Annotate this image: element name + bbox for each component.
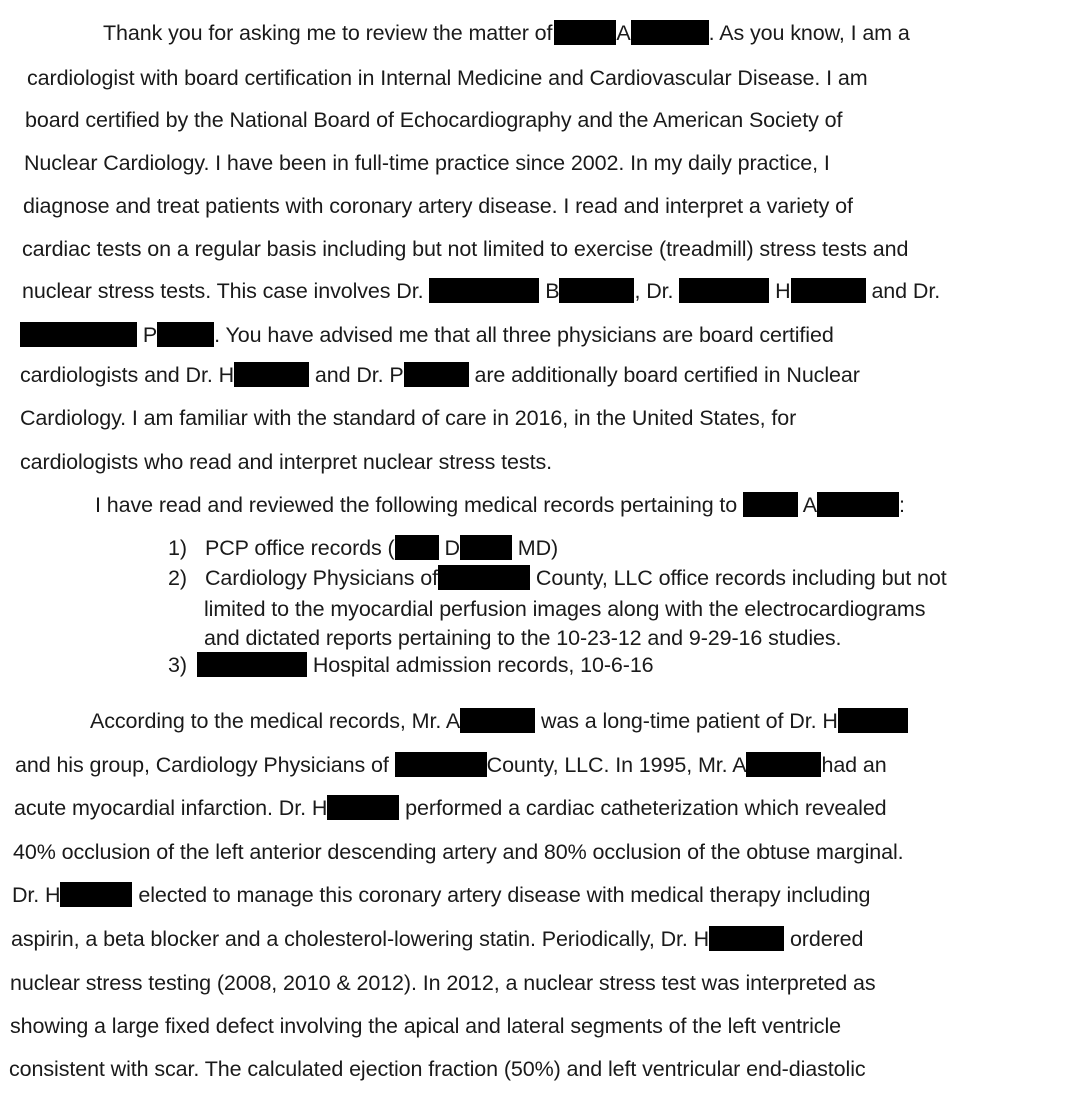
text: cardiologists and Dr. H — [20, 363, 234, 387]
redaction — [679, 278, 769, 303]
text: and Dr. P — [314, 363, 404, 387]
text: County, LLC. In 1995, Mr. A — [486, 753, 747, 777]
text: A — [616, 21, 631, 45]
text: I have read and reviewed the following medical records pertaining to — [95, 493, 738, 517]
text: PCP office records ( — [205, 536, 395, 560]
redaction — [327, 795, 399, 820]
text: performed a cardiac catheterization which revealed — [405, 796, 887, 820]
redaction — [395, 752, 487, 777]
text: and Dr. — [871, 279, 941, 303]
redaction — [460, 535, 512, 560]
p1-line-9 — [20, 362, 860, 388]
list-item-2-cont-1: limited to the myocardial perfusion images along with the electrocardiograms — [204, 597, 926, 621]
redaction — [157, 322, 214, 347]
redaction — [429, 278, 539, 303]
p3-line-1 — [90, 708, 908, 734]
redaction — [395, 535, 439, 560]
p3-line-8: showing a large fixed defect involving the apical and lateral segments of the left ventricle — [10, 1014, 841, 1038]
redaction — [60, 882, 132, 907]
text: and his group, Cardiology Physicians of — [15, 753, 389, 777]
text: MD) — [517, 536, 559, 560]
text: are additionally board certified in Nuclear — [474, 363, 860, 387]
p1-line-2: cardiologist with board certification in Internal Medicine and Cardiovascular Disease. I am — [27, 66, 868, 90]
redaction — [559, 278, 634, 303]
list-item-3 — [168, 652, 654, 678]
text: , Dr. — [634, 279, 674, 303]
redaction — [838, 708, 908, 733]
text: According to the medical records, Mr. A — [90, 709, 461, 733]
text: Cardiology Physicians of — [205, 566, 439, 590]
redaction — [404, 362, 469, 387]
redaction — [438, 565, 530, 590]
redaction — [554, 20, 616, 45]
p1-line-3: board certified by the National Board of Echocardiography and the American Society of — [25, 108, 843, 132]
p1-line-10: Cardiology. I am familiar with the standard of care in 2016, in the United States, for — [20, 406, 797, 430]
p1-line-5: diagnose and treat patients with coronary artery disease. I read and interpret a variety of — [23, 194, 853, 218]
redaction — [20, 322, 137, 347]
text: D — [444, 536, 460, 560]
p3-line-7: nuclear stress testing (2008, 2010 & 2012). In 2012, a nuclear stress test was interpreted as — [10, 971, 876, 995]
p1-line-1 — [103, 20, 910, 46]
list-item-1 — [168, 535, 558, 561]
p3-line-2 — [15, 752, 887, 778]
text: . You have advised me that all three physicians are board certified — [214, 323, 834, 347]
redaction — [709, 926, 784, 951]
p1-line-7 — [22, 278, 940, 304]
redaction — [791, 278, 866, 303]
p3-line-9: consistent with scar. The calculated ejection fraction (50%) and left ventricular end-diastolic — [9, 1057, 866, 1081]
list-item-2 — [168, 565, 947, 591]
p2-intro — [95, 492, 905, 518]
text: H — [775, 279, 791, 303]
text: P — [142, 323, 158, 347]
text: acute myocardial infarction. Dr. H — [14, 796, 328, 820]
redaction — [743, 492, 798, 517]
list-number: 3) — [168, 653, 187, 677]
text: had an — [821, 753, 887, 777]
text: aspirin, a beta blocker and a cholesterol-lowering statin. Periodically, Dr. H — [11, 927, 710, 951]
text: nuclear stress tests. This case involves Dr. — [22, 279, 424, 303]
redaction — [746, 752, 821, 777]
list-number: 1) — [168, 536, 187, 560]
text: Dr. H — [12, 883, 61, 907]
p1-line-11: cardiologists who read and interpret nuclear stress tests. — [20, 450, 552, 474]
list-number: 2) — [168, 566, 187, 590]
text: . As you know, I am a — [708, 21, 910, 45]
p3-line-4: 40% occlusion of the left anterior descending artery and 80% occlusion of the obtuse marginal. — [13, 840, 904, 864]
text: Hospital admission records, 10-6-16 — [312, 653, 654, 677]
p1-line-4: Nuclear Cardiology. I have been in full-time practice since 2002. In my daily practice, I — [24, 151, 830, 175]
redaction — [631, 20, 709, 45]
text: : — [898, 493, 905, 517]
text: ordered — [789, 927, 864, 951]
p3-line-5 — [12, 882, 870, 908]
text: A — [802, 493, 817, 517]
p1-line-8 — [20, 322, 834, 348]
redaction — [460, 708, 535, 733]
text: elected to manage this coronary artery disease with medical therapy including — [138, 883, 871, 907]
p3-line-6 — [11, 926, 863, 952]
p3-line-3 — [14, 795, 887, 821]
p1-line-6: cardiac tests on a regular basis including but not limited to exercise (treadmill) stress tests and — [22, 237, 909, 261]
text: B — [545, 279, 560, 303]
text: Thank you for asking me to review the matter of — [103, 21, 553, 45]
redaction — [817, 492, 899, 517]
redaction — [234, 362, 309, 387]
redaction — [197, 652, 307, 677]
text: County, LLC office records including but not — [535, 566, 947, 590]
text: was a long-time patient of Dr. H — [541, 709, 838, 733]
list-item-2-cont-2: and dictated reports pertaining to the 10-23-12 and 9-29-16 studies. — [204, 626, 842, 650]
